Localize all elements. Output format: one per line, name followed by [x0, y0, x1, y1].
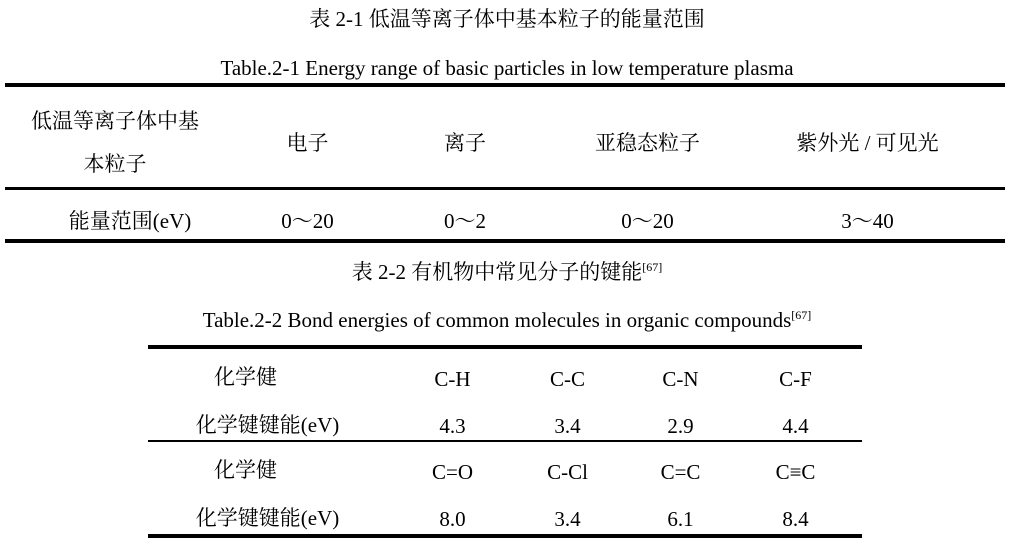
table2-bond: C-F	[779, 367, 812, 391]
table2-bond: C=O	[431, 460, 473, 484]
table2-energy: 4.3	[439, 414, 466, 438]
table1-col-electron: 电子	[286, 131, 329, 155]
table2-caption-cn-text: 表 2-2 有机物中常见分子的键能	[351, 260, 643, 284]
table2-bond: C-Cl	[547, 460, 588, 484]
table1-value-metastable: 0～20	[621, 209, 674, 233]
table2-bond: C≡C	[775, 460, 816, 484]
table2-energy-label: 化学键键能(eV)	[195, 413, 340, 437]
table1-bottom-rule	[5, 239, 1005, 243]
table2-energy: 3.4	[554, 414, 581, 438]
table2-caption-cn-ref: [67]	[642, 260, 663, 274]
table2-caption-cn	[0, 260, 1014, 284]
table1-top-rule	[5, 83, 1005, 87]
table1-col-ion: 离子	[444, 131, 486, 155]
table2-energy: 3.4	[554, 507, 581, 531]
table2-bond: C=C	[660, 460, 701, 484]
table1-value-electron: 0～20	[281, 209, 334, 233]
table2-energy: 2.9	[667, 414, 694, 438]
table2-bond: C-N	[662, 367, 699, 391]
table2-energy: 8.0	[439, 507, 466, 531]
table1-row-label: 能量范围(eV)	[68, 209, 192, 233]
table1-col-uv-visible: 紫外光 / 可见光	[796, 131, 939, 155]
table2-energy: 4.4	[782, 414, 809, 438]
table1-mid-rule	[5, 187, 1005, 190]
table1-row-label-line2: 本粒子	[83, 152, 147, 176]
table1-value-uv-visible: 3～40	[841, 209, 894, 233]
table2-bottom-rule	[148, 534, 862, 538]
table2-bond-label: 化学健	[214, 458, 277, 482]
table2-bond-label: 化学健	[214, 365, 277, 389]
table2-mid-rule	[148, 440, 862, 442]
table1-col-metastable: 亚稳态粒子	[595, 131, 700, 155]
table1-caption-cn: 表 2-1 低温等离子体中基本粒子的能量范围	[309, 7, 705, 31]
table2-bond: C-H	[434, 367, 471, 391]
table2-top-rule	[148, 345, 862, 349]
table2-caption-en	[0, 308, 1014, 332]
table1-row-label-line1: 低温等离子体中基	[31, 109, 199, 133]
table2-energy-label: 化学键键能(eV)	[195, 506, 340, 530]
table2-energy: 6.1	[667, 507, 694, 531]
table2-energy: 8.4	[782, 507, 809, 531]
table2-bond: C-C	[549, 367, 585, 391]
table1-caption-en: Table.2-1 Energy range of basic particles in low temperature plasma	[220, 56, 794, 80]
table1-value-ion: 0～2	[444, 209, 486, 233]
table2-caption-en-ref: [67]	[791, 308, 812, 322]
table2-caption-en-text: Table.2-2 Bond energies of common molecules in organic compounds	[202, 308, 792, 332]
